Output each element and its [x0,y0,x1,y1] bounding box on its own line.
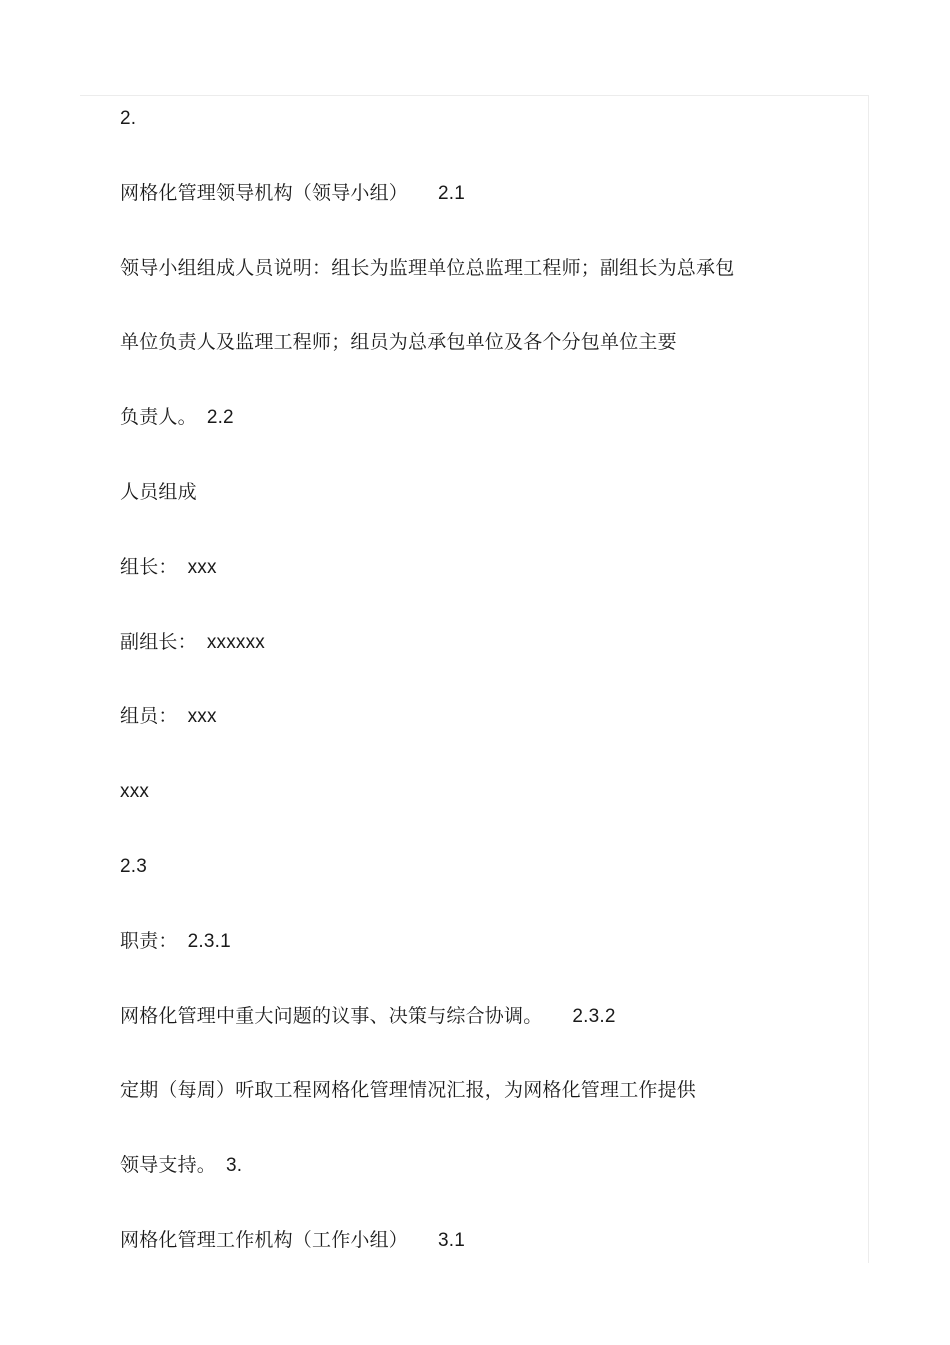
member-name: xxx [187,557,217,578]
text-line-11 [120,851,147,881]
text-line-15 [120,1150,242,1180]
line-text: 职责： [120,930,178,952]
line-text: 网格化管理中重大问题的议事、决策与综合协调。 [120,1005,543,1027]
line-text: 定期（每周）听取工程网格化管理情况汇报，为网格化管理工作提供 [120,1079,697,1101]
section-number: 2.2 [206,407,234,428]
member-name: xxx [120,781,150,802]
line-text: 组员： [120,705,178,727]
text-line-12 [120,926,231,956]
text-line-10 [120,776,149,806]
line-text: 领导小组组成人员说明：组长为监理单位总监理工程师；副组长为总承包 [120,257,735,279]
text-line-8 [120,627,265,657]
line-text: 领导支持。 [120,1154,217,1176]
text-line-5 [120,402,234,432]
line-text: 网格化管理工作机构（工作小组） [120,1229,409,1251]
section-number: 3.1 [438,1230,466,1251]
section-number: 2. [120,108,137,129]
text-line-2 [120,178,465,208]
text-line-14 [120,1075,696,1105]
text-line-4 [120,327,677,357]
line-text: 负责人。 [120,406,197,428]
line-text: 单位负责人及监理工程师；组员为总承包单位及各个分包单位主要 [120,331,677,353]
line-text: 人员组成 [120,481,197,503]
page-border-right [868,95,869,1263]
line-text: 组长： [120,556,178,578]
page-border-top [80,95,869,96]
text-line-7 [120,552,217,582]
text-line-16 [120,1225,465,1255]
section-number: 2.3.2 [572,1006,616,1027]
line-text: 网格化管理领导机构（领导小组） [120,182,409,204]
section-number: 2.3 [120,856,148,877]
text-line-13 [120,1001,616,1031]
section-number: 2.1 [438,183,466,204]
section-number: 2.3.1 [187,931,231,952]
line-text: 副组长： [120,631,197,653]
text-line-9 [120,701,217,731]
section-number: 3. [226,1155,243,1176]
member-name: xxxxxx [206,632,266,653]
member-name: xxx [187,706,217,727]
text-line-3 [120,253,734,283]
text-line-6 [120,477,197,507]
text-line-1 [120,103,136,133]
